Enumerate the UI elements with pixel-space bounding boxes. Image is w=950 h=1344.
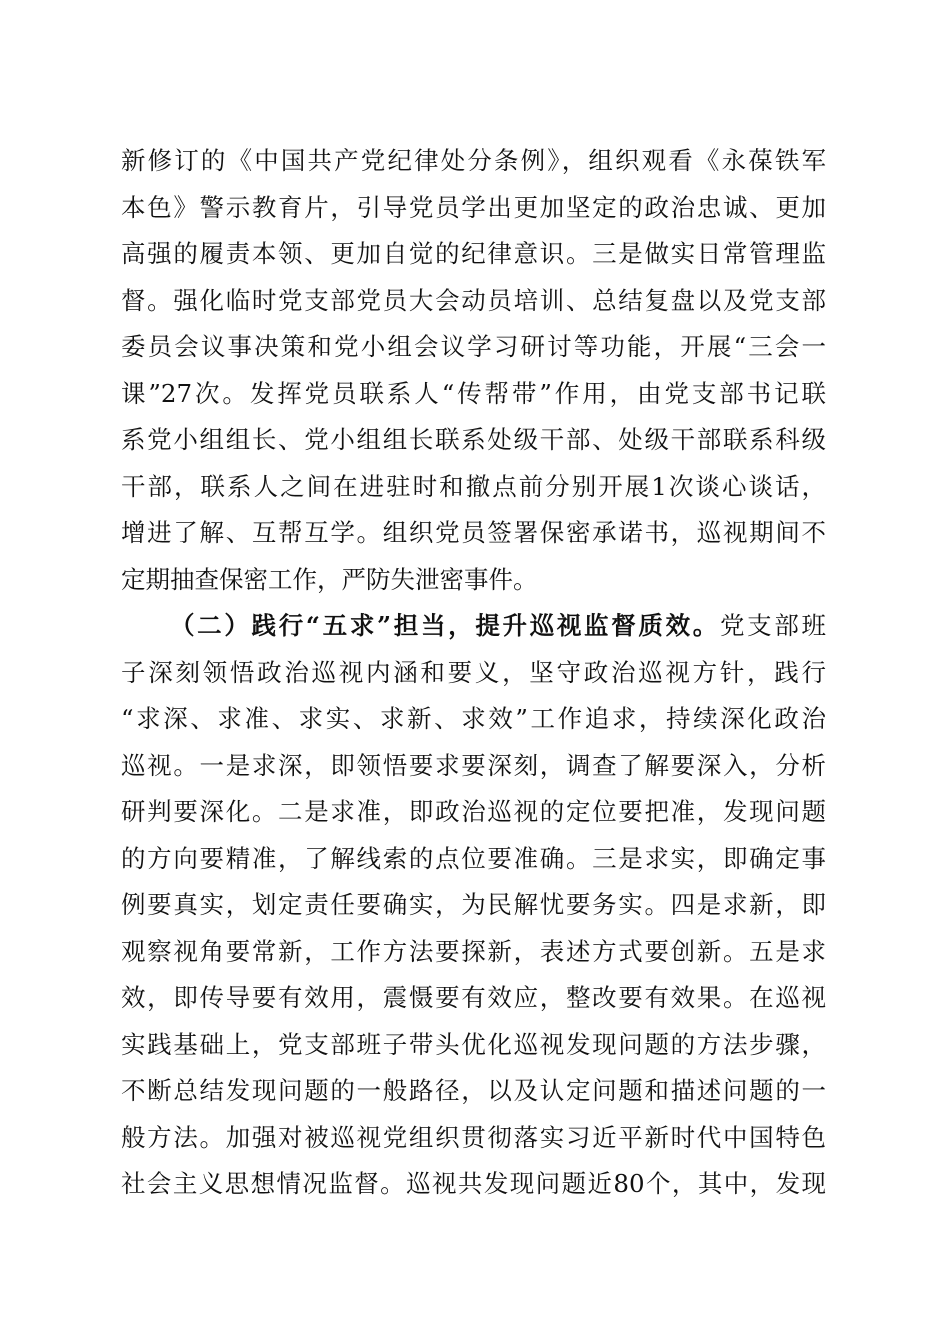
text-line: 般方法。加强对被巡视党组织贯彻落实习近平新时代中国特色 — [121, 1122, 826, 1152]
text-line: 研判要深化。二是求准，即政治巡视的定位要把准，发现问题 — [121, 797, 826, 826]
text-line: 效，即传导要有效用，震慑要有效应，整改要有效果。在巡视 — [121, 983, 826, 1012]
text-line: 课”27次。发挥党员联系人“传帮带”作用，由党支部书记联 — [121, 378, 826, 408]
text-line: 增进了解、互帮互学。组织党员签署保密承诺书，巡视期间不 — [121, 518, 826, 547]
text-line: 例要真实，划定责任要确实，为民解忧要务实。四是求新，即 — [121, 890, 826, 919]
text-line: 新修订的《中国共产党纪律处分条例》，组织观看《永葆铁军 — [121, 146, 826, 175]
text-line: 巡视。一是求深，即领悟要求要深刻，调查了解要深入，分析 — [121, 750, 826, 780]
body-text — [121, 138, 826, 1208]
text-line: 干部，联系人之间在进驻时和撤点前分别开展1次谈心谈话， — [121, 471, 826, 501]
text-line: 实践基础上，党支部班子带头优化巡视发现问题的方法步骤， — [121, 1029, 826, 1059]
heading-line-rest: 党支部班 — [719, 611, 827, 640]
text-line: 本色》警示教育片，引导党员学出更加坚定的政治忠诚、更加 — [121, 192, 826, 222]
text-line: 不断总结发现问题的一般路径，以及认定问题和描述问题的一 — [121, 1076, 826, 1105]
text-line: 子深刻领悟政治巡视内涵和要义，坚守政治巡视方针，践行 — [121, 657, 826, 687]
section-heading-line — [121, 603, 826, 650]
section-heading: （二）践行“五求”担当，提升巡视监督质效。 — [170, 611, 720, 640]
text-line: 督。强化临时党支部党员大会动员培训、总结复盘以及党支部 — [121, 285, 826, 315]
text-line: 系党小组组长、党小组组长联系处级干部、处级干部联系科级 — [121, 425, 826, 454]
text-line: 委员会议事决策和党小组会议学习研讨等功能，开展“三会一 — [121, 332, 826, 361]
text-line: 社会主义思想情况监督。巡视共发现问题近80个，其中，发现 — [121, 1169, 826, 1198]
text-line: 的方向要精准，了解线索的点位要准确。三是求实，即确定事 — [121, 843, 826, 873]
text-line: 定期抽查保密工作，严防失泄密事件。 — [121, 564, 538, 594]
text-line: 高强的履责本领、更加自觉的纪律意识。三是做实日常管理监 — [121, 239, 826, 268]
text-line: 观察视角要常新，工作方法要探新，表述方式要创新。五是求 — [121, 936, 826, 966]
text-line: “求深、求准、求实、求新、求效”工作追求，持续深化政治 — [121, 704, 826, 733]
